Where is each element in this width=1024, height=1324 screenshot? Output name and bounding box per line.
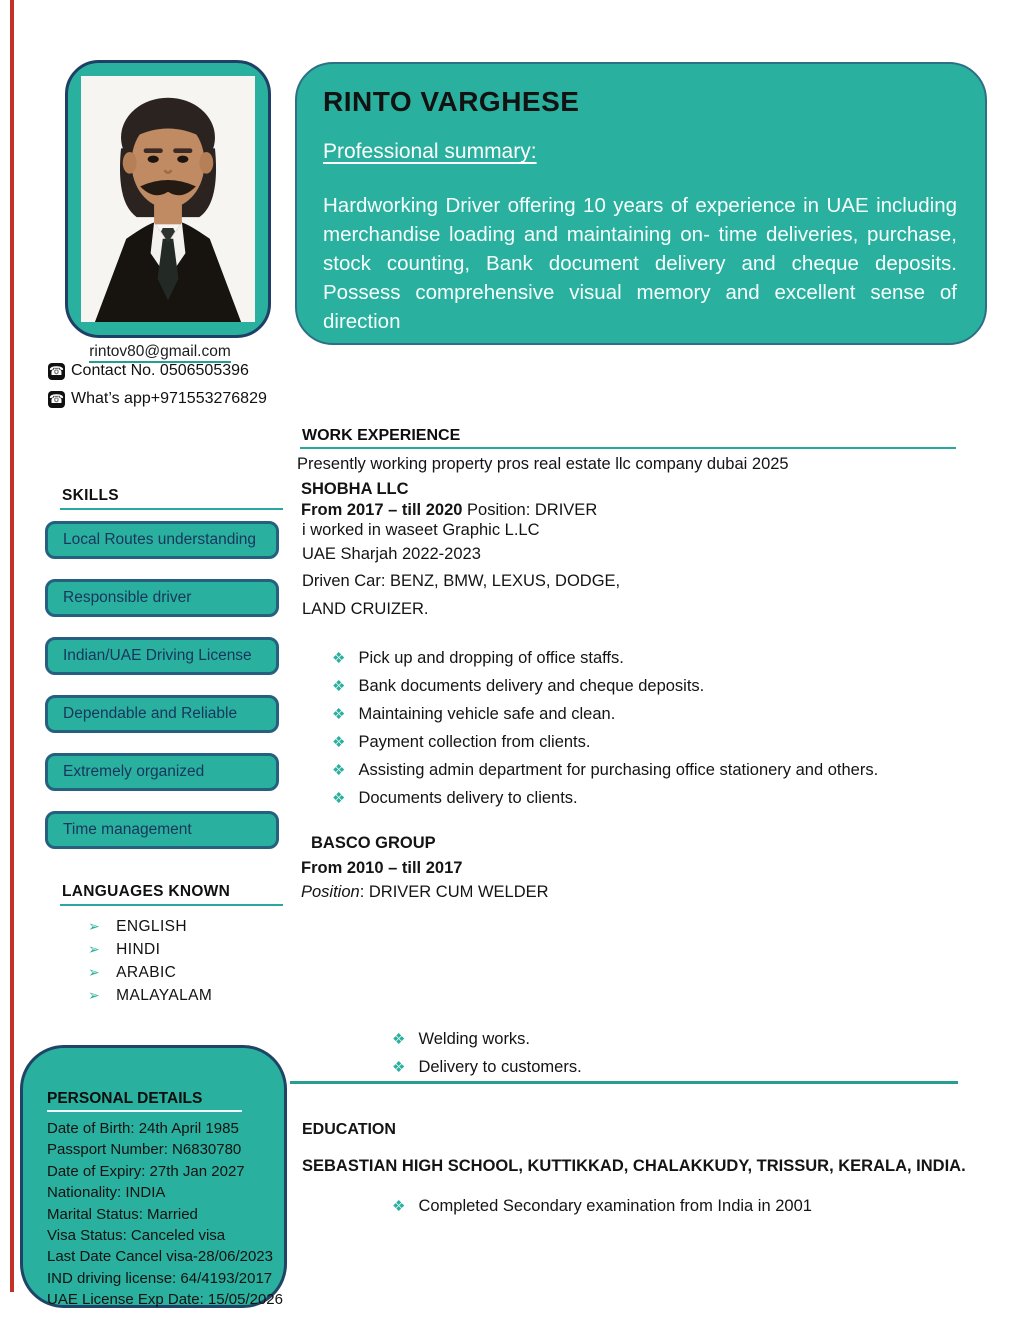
skill-label: Time management: [63, 821, 192, 838]
job1-position: Position: DRIVER: [462, 501, 598, 519]
arrow-bullet-icon: ➢: [88, 918, 101, 934]
personal-details-box: [20, 1045, 287, 1308]
education-list: [392, 1197, 812, 1225]
diamond-bullet-icon: ❖: [392, 1198, 406, 1215]
diamond-bullet-icon: ❖: [332, 678, 346, 695]
whatsapp-line: [48, 390, 267, 408]
diamond-bullet-icon: ❖: [332, 762, 346, 779]
whatsapp-icon: ☎: [49, 392, 64, 406]
whatsapp-number: What’s app+971553276829: [71, 390, 267, 407]
job1-cars-line2: LAND CRUIZER.: [302, 600, 429, 618]
skills-title: SKILLS: [62, 487, 119, 504]
email-link[interactable]: rintov80@gmail.com: [89, 343, 231, 363]
duty-item: [332, 789, 878, 808]
skill-label: Local Routes understanding: [63, 531, 257, 548]
personal-detail-line: Passport Number: N6830780: [47, 1141, 242, 1159]
languages-underline: [60, 904, 283, 906]
profile-photo: [81, 76, 255, 322]
personal-details-lines: [47, 1118, 283, 1311]
language-item: [88, 984, 212, 1007]
job2-company: BASCO GROUP: [311, 834, 436, 852]
present-job-line: Presently working property pros real estate llc company dubai 2025: [297, 455, 789, 473]
personal-detail-line: Marital Status: Married: [47, 1205, 198, 1223]
personal-detail-line: Nationality: INDIA: [47, 1184, 166, 1202]
duty-text: Pick up and dropping of office staffs.: [358, 649, 624, 667]
job1-note2: UAE Sharjah 2022-2023: [302, 545, 481, 563]
professional-summary-label: Professional summary:: [323, 140, 537, 163]
personal-detail-line: Date of Expiry: 27th Jan 2027: [47, 1162, 245, 1180]
education-text: Completed Secondary examination from India in 2001: [418, 1197, 812, 1215]
languages-list: [88, 915, 212, 1007]
job2-duties-list: [392, 1030, 582, 1086]
arrow-bullet-icon: ➢: [88, 941, 101, 957]
job2-position-rest: : DRIVER CUM WELDER: [359, 883, 549, 901]
header-summary-box: [295, 62, 987, 345]
left-margin-change-bar: [10, 0, 14, 1292]
profile-photo-frame: [65, 60, 271, 338]
section-divider: [290, 1081, 958, 1084]
job2-position-word: Position: [301, 883, 360, 901]
duty-text: Welding works.: [418, 1030, 531, 1048]
professional-summary-text: Hardworking Driver offering 10 years of experience in UAE including merchandise loading and maintaining on- time deliveries, purchase, stock counting, Bank document delivery and cheque deposits. Possess comprehensive visual memory and excellent sense of direction: [323, 194, 957, 333]
email-line: [52, 343, 268, 361]
duty-item: [332, 733, 878, 752]
skill-pill: [45, 811, 279, 849]
duty-text: Delivery to customers.: [418, 1058, 582, 1076]
duty-text: Documents delivery to clients.: [358, 789, 578, 807]
skills-list: [45, 521, 279, 869]
language-item: [88, 961, 212, 984]
job1-period-line: [301, 501, 597, 520]
work-experience-title: WORK EXPERIENCE: [302, 427, 461, 444]
skills-underline: [60, 508, 283, 510]
personal-detail-line: Visa Status: Canceled visa: [47, 1227, 226, 1245]
job1-cars-line1: Driven Car: BENZ, BMW, LEXUS, DODGE,: [302, 572, 621, 590]
skill-label: Extremely organized: [63, 763, 205, 780]
language-label: HINDI: [116, 940, 161, 958]
personal-detail-line: Date of Birth: 24th April 1985: [47, 1120, 239, 1137]
education-item: [392, 1197, 812, 1216]
personal-details-title: PERSONAL DETAILS: [47, 1090, 242, 1112]
candidate-name: RINTO VARGHESE: [323, 86, 580, 117]
duty-item: [332, 761, 878, 780]
language-label: ARABIC: [116, 963, 177, 981]
contact-number-line: [48, 362, 249, 380]
duty-text: Payment collection from clients.: [358, 733, 591, 751]
language-item: [88, 915, 212, 938]
duty-item: [332, 649, 878, 668]
job2-position-line: [301, 883, 549, 902]
skill-pill: [45, 637, 279, 675]
language-item: [88, 938, 212, 961]
diamond-bullet-icon: ❖: [332, 706, 346, 723]
job1-company: SHOBHA LLC: [301, 480, 409, 498]
duty-item: [332, 677, 878, 696]
arrow-bullet-icon: ➢: [88, 964, 101, 980]
diamond-bullet-icon: ❖: [392, 1031, 406, 1048]
skill-pill: [45, 695, 279, 733]
diamond-bullet-icon: ❖: [332, 790, 346, 807]
language-label: MALAYALAM: [116, 986, 213, 1004]
diamond-bullet-icon: ❖: [332, 734, 346, 751]
duty-text: Bank documents delivery and cheque deposits.: [358, 677, 705, 695]
skill-label: Responsible driver: [63, 589, 192, 606]
language-label: ENGLISH: [116, 917, 187, 935]
duty-text: Maintaining vehicle safe and clean.: [358, 705, 616, 723]
skill-pill: [45, 579, 279, 617]
job1-note1: i worked in waseet Graphic L.LC: [302, 521, 540, 539]
skill-label: Indian/UAE Driving License: [63, 647, 252, 664]
arrow-bullet-icon: ➢: [88, 987, 101, 1003]
job2-period: From 2010 – till 2017: [301, 859, 463, 877]
personal-detail-line: UAE License Exp Date: 15/05/2026: [47, 1291, 283, 1309]
personal-detail-line: Last Date Cancel visa-28/06/2023: [47, 1248, 273, 1266]
education-title: EDUCATION: [302, 1121, 396, 1138]
work-experience-underline: [300, 447, 956, 449]
duty-item: [332, 705, 878, 724]
job1-duties-list: [332, 649, 878, 817]
skill-pill: [45, 753, 279, 791]
duty-text: Assisting admin department for purchasing office stationery and others.: [358, 761, 879, 779]
diamond-bullet-icon: ❖: [392, 1059, 406, 1076]
diamond-bullet-icon: ❖: [332, 650, 346, 667]
personal-detail-line: IND driving license: 64/4193/2017: [47, 1269, 273, 1287]
languages-title: LANGUAGES KNOWN: [62, 883, 231, 900]
duty-item: [392, 1030, 582, 1049]
skill-label: Dependable and Reliable: [63, 705, 238, 722]
job1-period: From 2017 – till 2020: [301, 501, 463, 519]
phone-icon: ☎: [49, 364, 64, 378]
skill-pill: [45, 521, 279, 559]
portrait-illustration: [81, 76, 255, 322]
duty-item: [392, 1058, 582, 1077]
contact-number: Contact No. 0506505396: [71, 362, 249, 379]
education-school: SEBASTIAN HIGH SCHOOL, KUTTIKKAD, CHALAKKUDY, TRISSUR, KERALA, INDIA.: [302, 1157, 966, 1175]
